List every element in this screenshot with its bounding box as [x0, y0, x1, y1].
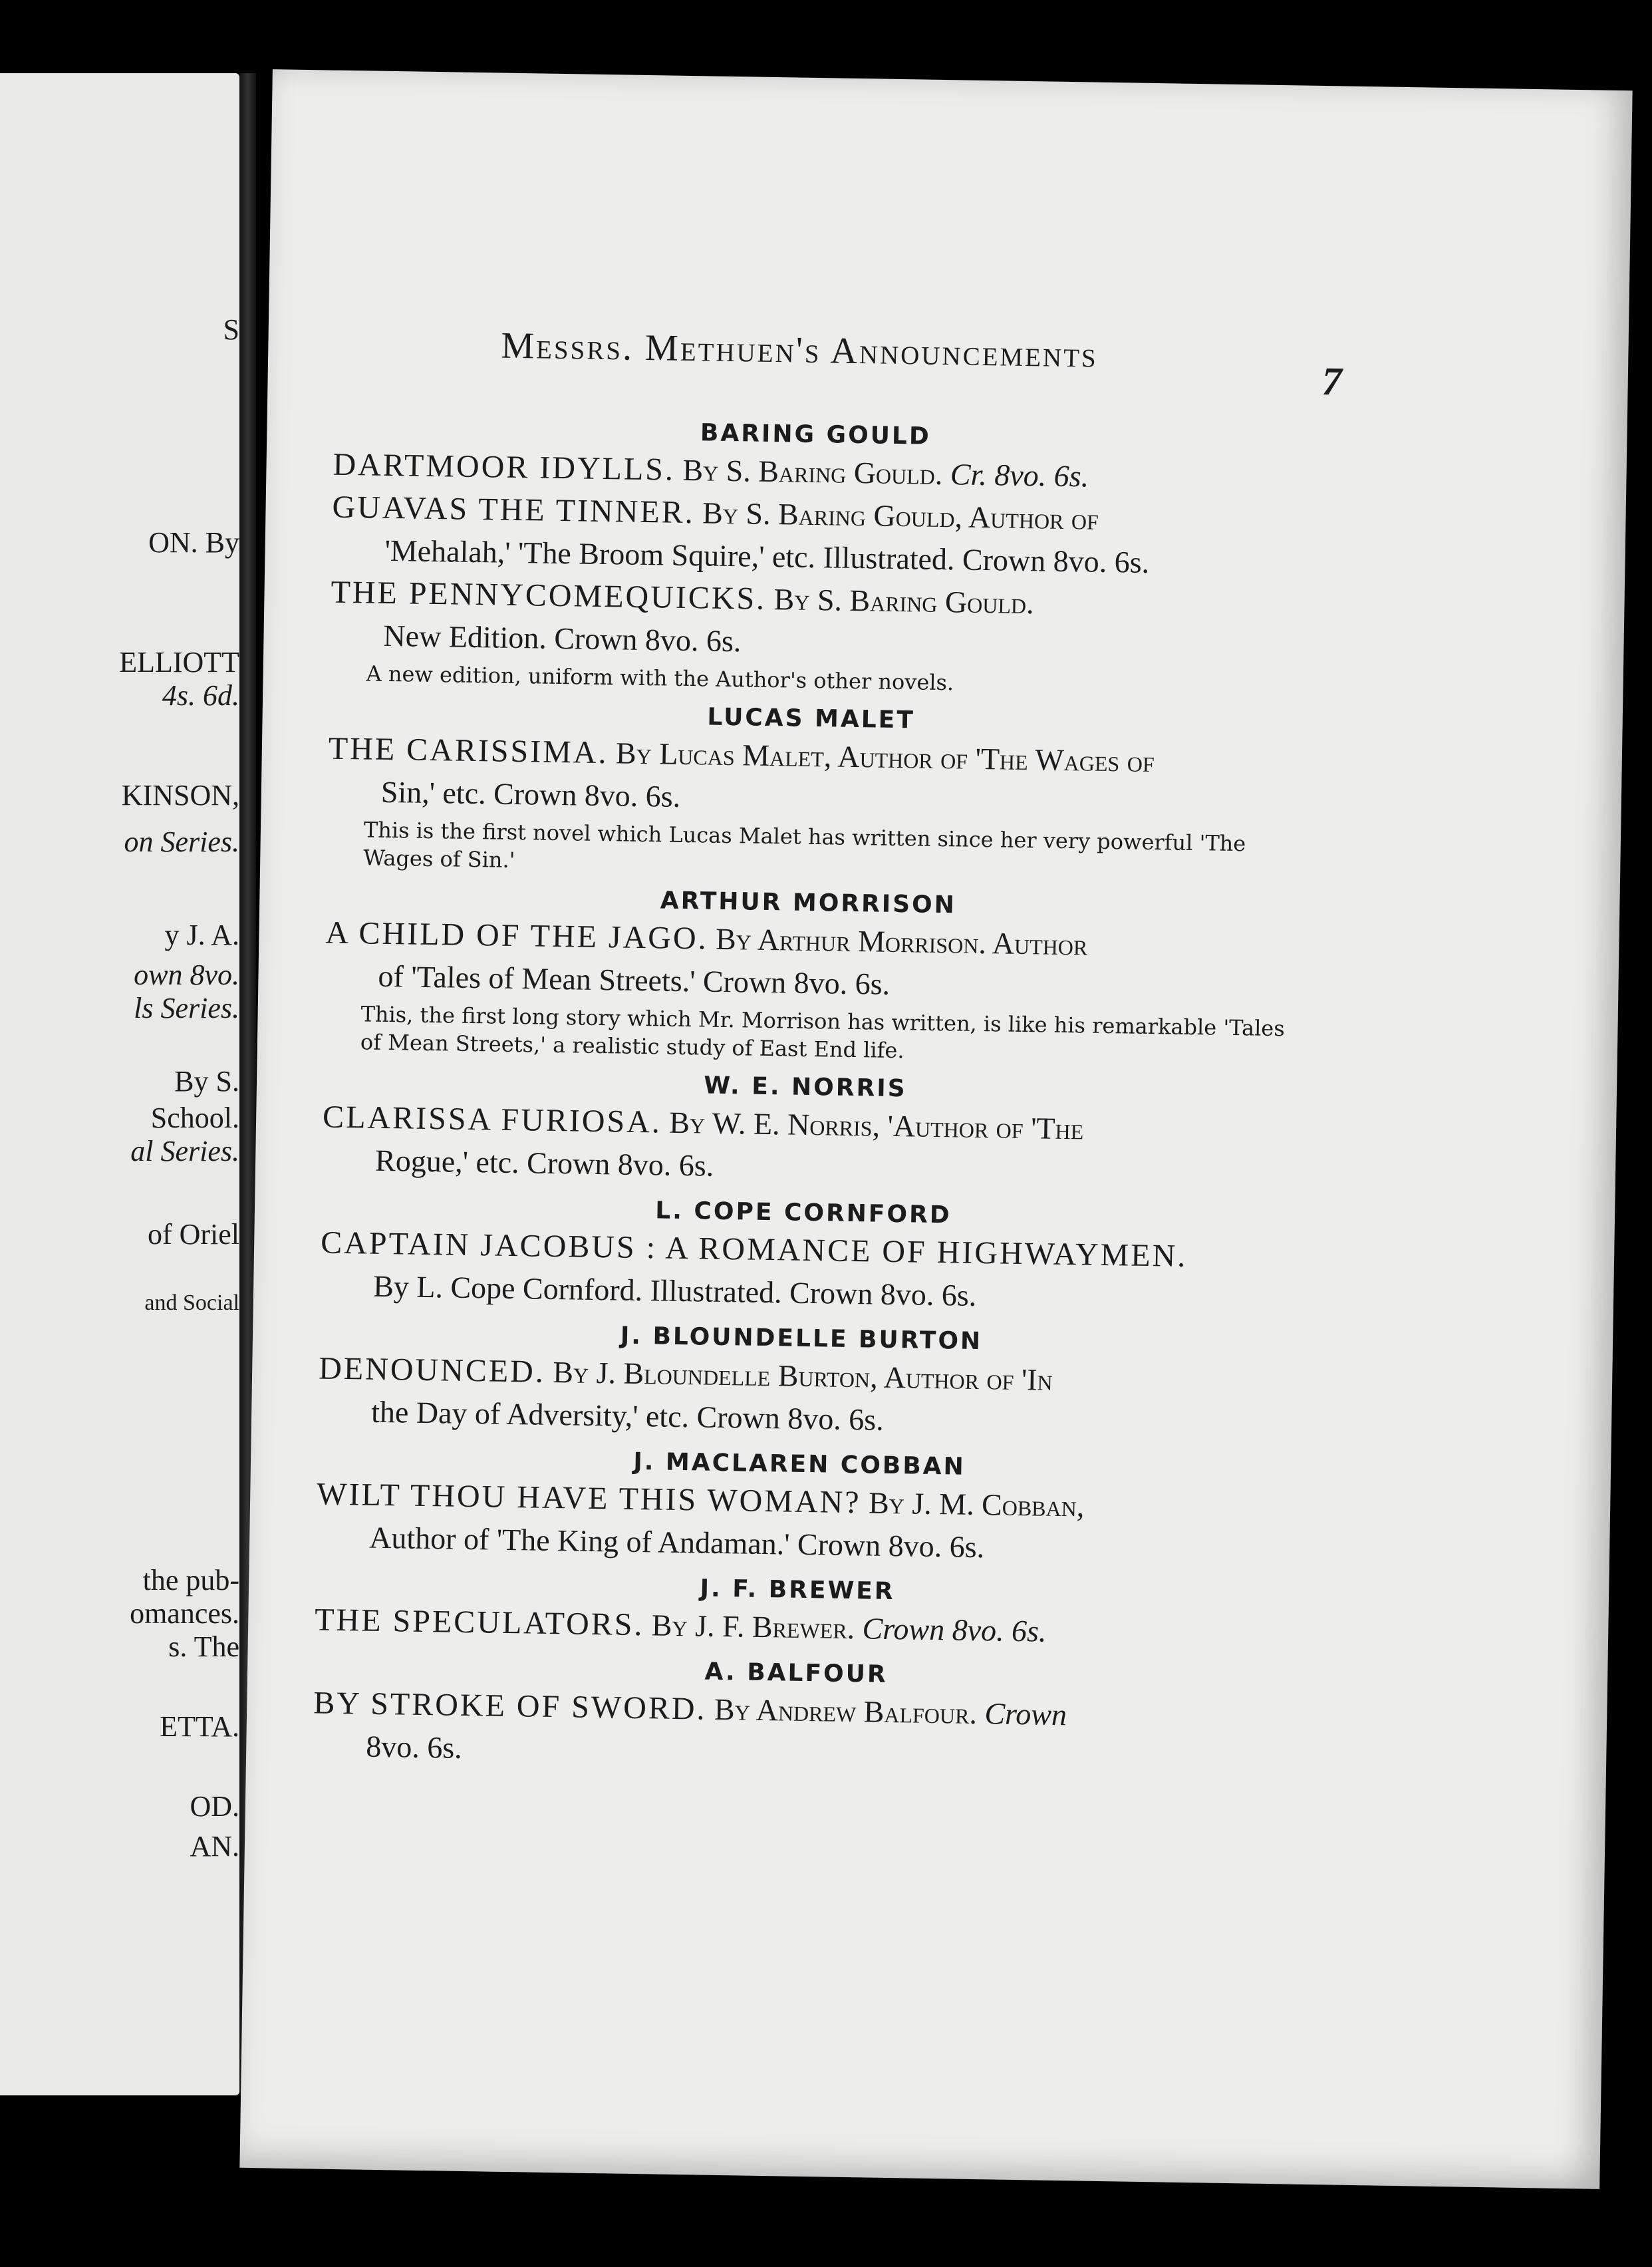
- announcement-section: [318, 1317, 1284, 1447]
- book-entry: [313, 1682, 1278, 1782]
- announcement-section: [329, 414, 1298, 702]
- book-byline: By Arthur Morrison. Author: [715, 921, 1088, 962]
- book-format: Cr. 8vo.: [950, 457, 1047, 493]
- book-byline: By J. Bloundelle Burton, Author of 'In: [552, 1354, 1053, 1397]
- book-note: This, the first long story which Mr. Morrison has written, is like his remarkable 'Tales of Mean Streets,' a realistic study of East End life.: [360, 1001, 1286, 1064]
- book-title: THE SPECULATORS.: [314, 1602, 644, 1643]
- announcement-section: [322, 1066, 1288, 1197]
- announcement-section: [327, 698, 1294, 887]
- author-heading: A. BALFOUR: [704, 1658, 888, 1688]
- book-byline: By S. Baring Gould.: [682, 452, 943, 492]
- book-title: WILT THOU HAVE THIS WOMAN?: [316, 1476, 862, 1521]
- book-details: 'Mehalah,' 'The Broom Squire,' etc. Illustrated. Crown 8vo. 6s.: [384, 533, 1150, 579]
- book-title: THE PENNYCOMEQUICKS.: [331, 574, 767, 617]
- announcement-section: [320, 1191, 1286, 1322]
- book-note: This is the first novel which Lucas Malet has written since her very powerful 'The Wages of Sin.': [363, 817, 1246, 873]
- left-page-fragment: ON. By: [148, 526, 239, 559]
- book-byline: By J. M. Cobban,: [868, 1485, 1085, 1523]
- book-title: DENOUNCED.: [318, 1350, 546, 1390]
- book-title: GUAVAS THE TINNER.: [332, 489, 696, 531]
- book-details: New Edition. Crown 8vo. 6s.: [383, 618, 742, 659]
- author-heading: ARTHUR MORRISON: [660, 887, 957, 919]
- book-details: of 'Tales of Mean Streets.' Crown 8vo. 6s.: [378, 959, 891, 1001]
- book-title: CLARISSA FURIOSA.: [322, 1099, 662, 1140]
- left-facing-page: [0, 73, 239, 2095]
- author-heading: BARING GOULD: [700, 419, 932, 450]
- running-head: Messrs. Methuen's Announcements: [500, 325, 1099, 376]
- author-heading: J. MACLAREN COBBAN: [633, 1447, 966, 1481]
- book-title: DARTMOOR IDYLLS.: [333, 446, 676, 488]
- author-heading: J. F. BREWER: [700, 1575, 895, 1606]
- book-details: Sin,' etc. Crown 8vo. 6s.: [380, 774, 681, 814]
- book-title: CAPTAIN JACOBUS : A ROMANCE OF HIGHWAYMEN.: [320, 1225, 1188, 1274]
- book-note: A new edition, uniform with the Author's other novels.: [366, 661, 954, 696]
- main-page: [239, 69, 1632, 2189]
- book-byline: By Lucas Malet, Author of 'The Wages of: [615, 736, 1155, 779]
- book-details: the Day of Adversity,' etc. Crown 8vo. 6s.: [370, 1394, 885, 1437]
- left-page-fragment: omances.: [130, 1597, 239, 1630]
- book-format: Crown: [984, 1696, 1067, 1732]
- book-title: A CHILD OF THE JAGO.: [325, 915, 709, 957]
- announcement-section: [316, 1443, 1282, 1573]
- book-title: THE CARISSIMA.: [328, 730, 609, 771]
- announcements-list: [313, 403, 1298, 1792]
- left-page-fragment: AN.: [190, 1830, 239, 1863]
- author-heading: W. E. NORRIS: [704, 1072, 907, 1103]
- left-page-fragment: S: [223, 313, 239, 346]
- left-page-fragment: own 8vo.: [134, 959, 239, 991]
- book-byline: By J. F. Brewer.: [651, 1608, 855, 1646]
- author-heading: J. BLOUNDELLE BURTON: [620, 1322, 983, 1356]
- book-byline: By S. Baring Gould, Author of: [702, 496, 1099, 536]
- book-format: Crown 8vo.: [862, 1611, 1005, 1648]
- book-entry: [316, 1473, 1282, 1573]
- book-entry: [325, 912, 1290, 1012]
- left-page-fragment: ELLIOTT: [119, 646, 239, 679]
- book-entry: [318, 1347, 1284, 1447]
- left-page-fragment: y J. A.: [164, 919, 239, 951]
- book-entry: [330, 571, 1296, 672]
- book-details: Author of 'The King of Andaman.' Crown 8vo. 6s.: [368, 1520, 985, 1565]
- book-entry: [331, 486, 1297, 587]
- book-entry: [322, 1096, 1288, 1197]
- author-heading: L. COPE CORNFORD: [655, 1197, 952, 1229]
- book-details: By L. Cope Cornford. Illustrated. Crown 8vo. 6s.: [372, 1269, 977, 1312]
- book-price: 6s.: [1053, 458, 1089, 494]
- book-byline: By Andrew Balfour.: [714, 1692, 978, 1731]
- left-page-fragment: KINSON,: [121, 779, 239, 812]
- book-details: Rogue,' etc. Crown 8vo. 6s.: [374, 1143, 714, 1183]
- left-page-fragment: 4s. 6d.: [162, 679, 239, 712]
- left-page-fragment: the pub-: [142, 1564, 239, 1596]
- left-page-fragment: ls Series.: [134, 992, 239, 1024]
- book-details: 8vo. 6s.: [365, 1729, 463, 1765]
- left-page-fragment: s. The: [168, 1630, 239, 1663]
- announcement-section: [315, 1569, 1280, 1656]
- left-page-fragment: al Series.: [130, 1135, 239, 1167]
- left-page-fragment: and Social: [144, 1290, 239, 1315]
- book-entry: [320, 1221, 1286, 1322]
- book-entry: [327, 728, 1293, 828]
- left-page-fragment: on Series.: [124, 826, 239, 858]
- page-number: 7: [1321, 359, 1343, 404]
- book-title: BY STROKE OF SWORD.: [313, 1685, 707, 1727]
- announcement-section: [313, 1652, 1279, 1782]
- book-byline: By W. E. Norris, 'Author of 'The: [669, 1105, 1084, 1146]
- book-byline: By S. Baring Gould.: [773, 582, 1035, 621]
- left-page-fragment: of Oriel: [147, 1218, 239, 1251]
- author-heading: LUCAS MALET: [707, 703, 916, 734]
- left-page-fragment: By S.: [174, 1065, 239, 1098]
- left-page-fragment: School.: [150, 1102, 239, 1134]
- left-page-fragment: OD.: [190, 1790, 239, 1823]
- announcement-section: [324, 882, 1291, 1071]
- left-page-fragment: ETTA.: [160, 1710, 239, 1743]
- book-price: 6s.: [1011, 1613, 1047, 1648]
